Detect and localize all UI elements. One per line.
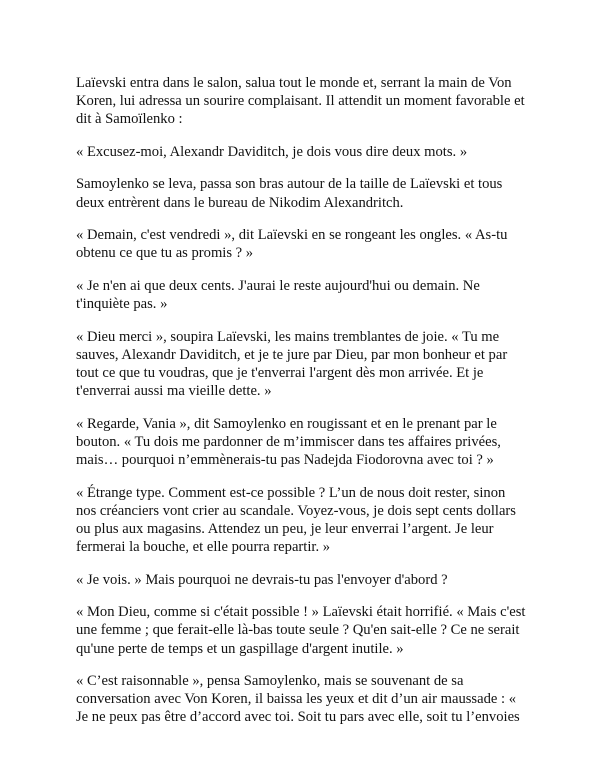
paragraph-2: « Excusez-moi, Alexandr Daviditch, je dois vous dire deux mots. » (76, 143, 468, 160)
body-text (76, 74, 528, 741)
paragraph-9: « Je vois. » Mais pourquoi ne devrais-tu pas l'envoyer d'abord ? (76, 571, 448, 588)
paragraph-7: « Regarde, Vania », dit Samoylenko en rougissant et en le prenant par le bouton. « Tu dois me pardonner de m’immiscer dans tes affaires privées, mais… pourquoi n’emmènerais-tu pas Nadejda Fiodorovna avec toi ? » (76, 415, 501, 469)
paragraph-11: « C’est raisonnable », pensa Samoylenko, mais se souvenant de sa conversation avec Von Koren, il baissa les yeux et dit d’un air maussade : « Je ne peux pas être d’accord avec toi. Soit tu pars avec elle, soit tu l’envoies (76, 673, 520, 726)
paragraph-4: « Demain, c'est vendredi », dit Laïevski en se rongeant les ongles. « As-tu obtenu ce que tu as promis ? » (76, 227, 508, 262)
paragraph-5: « Je n'en ai que deux cents. J'aurai le reste aujourd'hui ou demain. Ne t'inquiète pas. » (76, 277, 480, 313)
paragraph-6: « Dieu merci », soupira Laïevski, les mains tremblantes de joie. « Tu me sauves, Alexandr Daviditch, et je te jure par Dieu, par mon bonheur et par tout ce que tu voudras, que je t'enverrai l'argent dès mon arrivée. Et je t'enverrai aussi ma vieille dette. » (76, 328, 508, 400)
paragraph-1: Laïevski entra dans le salon, salua tout le monde et, serrant la main de Von Koren, lui adressa un sourire complaisant. Il attendit un moment favorable et dit à Samoïlenko : (76, 75, 525, 128)
paragraph-8: « Étrange type. Comment est-ce possible ? L’un de nous doit rester, sinon nos créanciers vont crier au scandale. Voyez-vous, je dois sept cents dollars ou plus aux magasins. Attendez un peu, je leur enverrai l’argent. Je leur fermerai la bouche, et elle pourra repartir. » (76, 484, 516, 556)
paragraph-10: « Mon Dieu, comme si c'était possible ! » Laïevski était horrifié. « Mais c'est une femme ; que ferait-elle là-bas toute seule ? Qu'en sait-elle ? Ce ne serait qu'une perte de temps et un gaspillage d'argent inutile. » (76, 604, 526, 657)
paragraph-3: Samoylenko se leva, passa son bras autour de la taille de Laïevski et tous deux entrèrent dans le bureau de Nikodim Alexandritch. (76, 176, 503, 211)
